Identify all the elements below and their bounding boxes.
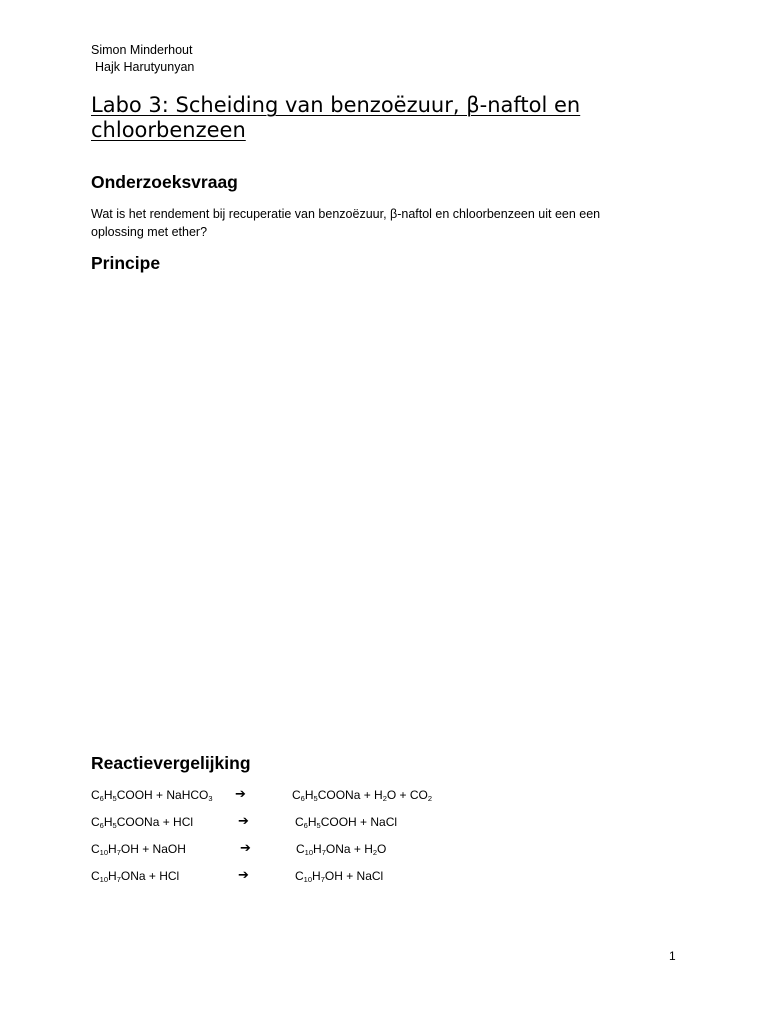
research-question-line-1: Wat is het rendement bij recuperatie van benzoëzuur, β-naftol en chloorbenzeen uit een een (91, 207, 601, 221)
page-title-line-2: chloorbenzeen (91, 118, 246, 142)
equation-3-products: $C_{10}H_7ONa + H_2O$ (296, 842, 387, 857)
page-number: 1 (669, 949, 676, 963)
author-2: Hajk Harutyunyan (95, 60, 195, 74)
reaction-arrow-icon: ➔ (238, 813, 249, 828)
reaction-arrow-icon: ➔ (235, 786, 246, 801)
author-1: Simon Minderhout (91, 43, 193, 57)
equation-4-reactants: $C_{10}H_7ONa$ + HCl (91, 869, 180, 884)
equation-4-products: $C_{10}H_7OH$ + NaCl (295, 869, 384, 884)
research-question-line-2: oplossing met ether? (91, 225, 208, 239)
equation-2-products: $C_6H_5COOH$ + NaCl (295, 815, 398, 830)
research-question (91, 205, 651, 241)
equation-1-products: $C_6H_5COONa + H_2O + CO_2$ (292, 788, 433, 803)
heading-principe: Principe (91, 253, 161, 273)
heading-onderzoeksvraag: Onderzoeksvraag (91, 172, 238, 192)
reaction-arrow-icon: ➔ (240, 840, 251, 855)
reaction-arrow-icon: ➔ (238, 867, 249, 882)
equation-3-reactants: $C_{10}H_7OH$ + NaOH (91, 842, 186, 857)
equation-1-reactants: $C_6H_5COOH$ + NaHCO$_3$ (91, 788, 213, 803)
page-title-line-1: Labo 3: Scheiding van benzoëzuur, β-naftol en (91, 93, 581, 117)
heading-reactievergelijking: Reactievergelijking (91, 753, 251, 773)
equation-2-reactants: $C_6H_5COONa$ + HCl (91, 815, 194, 830)
